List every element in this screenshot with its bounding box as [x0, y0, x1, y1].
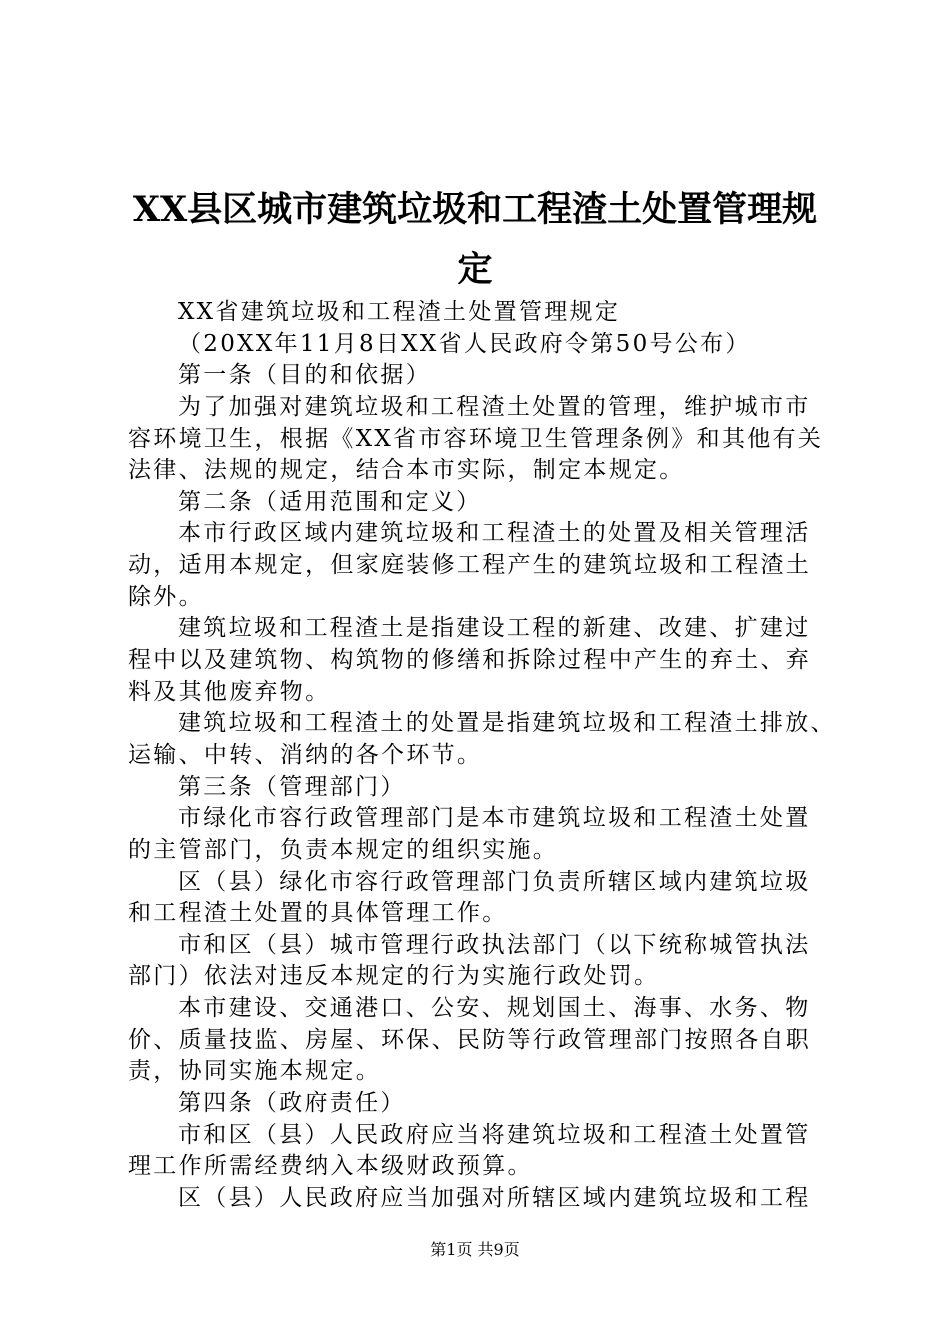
- body-line: 建筑垃圾和工程渣土的处置是指建筑垃圾和工程渣土排放、: [178, 710, 836, 737]
- body-line: 和工程渣土处置的具体管理工作。: [128, 900, 508, 927]
- body-line: XX省建筑垃圾和工程渣土处置管理规定: [178, 299, 621, 325]
- body-line: 容环境卫生，根据《XX省市容环境卫生管理条例》和其他有关: [128, 425, 824, 452]
- body-line: 运输、中转、消纳的各个环节。: [128, 741, 483, 768]
- body-line: 为了加强对建筑垃圾和工程渣土处置的管理，维护城市市: [178, 393, 811, 420]
- body-line: 第二条（适用范围和定义）: [178, 488, 482, 515]
- body-line: 程中以及建筑物、构筑物的修缮和拆除过程中产生的弃土、弃: [128, 647, 812, 674]
- body-line: 第一条（目的和依据）: [178, 362, 431, 389]
- body-line: 价、质量技监、房屋、环保、民防等行政管理部门按照各自职: [128, 1026, 812, 1053]
- body-line: 市和区（县）人民政府应当将建筑垃圾和工程渣土处置管: [178, 1121, 811, 1148]
- body-line: 理工作所需经费纳入本级财政预算。: [128, 1153, 533, 1180]
- body-line: 第三条（管理部门）: [178, 773, 406, 800]
- body-line: 区（县）绿化市容行政管理部门负责所辖区域内建筑垃圾: [178, 868, 811, 895]
- document-title-line-1: XX县区城市建筑垃圾和工程渣土处置管理规: [132, 189, 818, 230]
- document-body: [128, 297, 840, 1215]
- body-line: 区（县）人民政府应当加强对所辖区域内建筑垃圾和工程: [178, 1184, 811, 1211]
- body-line: 责，协同实施本规定。: [128, 1058, 381, 1085]
- body-line: 料及其他废弃物。: [128, 678, 331, 705]
- body-line: 市绿化市容行政管理部门是本市建筑垃圾和工程渣土处置: [178, 805, 811, 832]
- body-line: 的主管部门，负责本规定的组织实施。: [128, 836, 559, 863]
- body-line: 部门）依法对违反本规定的行为实施行政处罚。: [128, 963, 660, 990]
- body-line: 建筑垃圾和工程渣土是指建设工程的新建、改建、扩建过: [178, 615, 811, 642]
- body-line: 除外。: [128, 583, 204, 610]
- body-line: 本市行政区域内建筑垃圾和工程渣土的处置及相关管理活: [178, 520, 811, 547]
- document-title-line-2: 定: [457, 249, 493, 290]
- body-line: 法律、法规的规定，结合本市实际，制定本规定。: [128, 457, 685, 484]
- page-footer: 第1页 共9页: [430, 1240, 520, 1259]
- body-line: 第四条（政府责任）: [178, 1090, 406, 1117]
- body-line: （20XX年11月8日XX省人民政府令第50号公布）: [178, 330, 751, 357]
- body-line: 动，适用本规定，但家庭装修工程产生的建筑垃圾和工程渣土: [128, 552, 812, 579]
- body-line: 市和区（县）城市管理行政执法部门（以下统称城管执法: [178, 931, 811, 958]
- body-line: 本市建设、交通港口、公安、规划国土、海事、水务、物: [178, 995, 811, 1022]
